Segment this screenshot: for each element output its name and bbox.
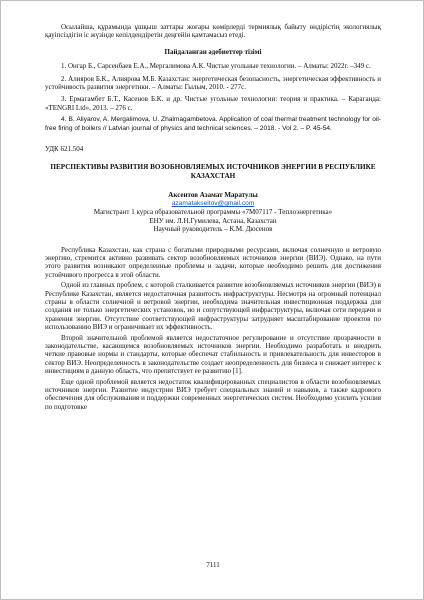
author-affiliation: Магистрант 1 курса образовательной программы «7М07117 - Теплоэнергетика» bbox=[93, 208, 333, 217]
udk-code: УДК 621.504 bbox=[45, 145, 84, 154]
author-name: Аксентов Азамат Маратулы bbox=[168, 191, 258, 200]
content-area bbox=[45, 23, 381, 413]
page-number: 7111 bbox=[206, 561, 220, 569]
article-title: ПЕРСПЕКТИВЫ РАЗВИТИЯ ВОЗОБНОВЛЯЕМЫХ ИСТОЧНИКОВ ЭНЕРГИИ В РЕСПУБЛИКЕ КАЗАХСТАН bbox=[50, 163, 376, 181]
intro-paragraph: Осылайша, құрамында ұшқыш заттары жоғары көмірлерді термиялық байыту өндірістің экологиялық қауіпсіздігін іс жүзінде кепілдендіретін деңгейін қамтамасыз етеді. bbox=[45, 23, 381, 40]
reference-item: 3. Ермагамбет Б.Т., Касенов Б.К. и др. Чистые угольные технологии: теория и практика. – Караганда: «TENGRI Ltd», 2013. – 276 с. bbox=[45, 95, 381, 112]
author-university: ЕНУ им. Л.Н.Гумилева, Астана, Казахстан bbox=[149, 216, 277, 225]
reference-item: 2. Алияров Б.К., Алиярова М.Б. Казахстан: энергетическая безопасность, энергетическая эффективность и устойчивость развития энергетики. – Алматы: Гылым, 2010. - 277с. bbox=[45, 74, 381, 92]
reference-item: 1. Онгар Б., Сарсенбаев Е.А., Мергалимова А.К. Чистые угольные технологии. – Алматы: 2022г. –349 с. bbox=[61, 62, 371, 71]
body-paragraph: Еще одной проблемой является недостаток квалифицированных специалистов в области возобновляемых источников энергии. Развитие индустрии ВИЭ требует специальных знаний и навыков, а также кадрового обеспечения для обслуживания и поддержки современных энергетических систем. Необходимо усилить усилия по подготовке bbox=[45, 377, 381, 411]
references-title: Пайдаланған әдебиеттер тізімі bbox=[164, 47, 262, 56]
article-body bbox=[45, 246, 381, 412]
author-email-link[interactable]: azamatakseitov@gmail.com bbox=[171, 199, 255, 207]
supervisor: Научный руководитель – К.М. Дюсенов bbox=[153, 225, 273, 234]
body-paragraph: Одной из главных проблем, с которой сталкивается развитие возобновляемых источников энергии (ВИЭ) в Республике Казахстан, является недостаточная развитость инфраструктуры. Несмотря на огромный потенциал страны в области солнечной и ветровой энергии, необходима значительная инвестиционная поддержка для создания не только энергетических установок, но и сопутствующей инфраструктуры, включая сети передачи и хранения энергии. Отсутствие соответствующей инфраструктуры затрудняет масштабирование проектов по использованию ВИЭ и ограничивает их эффективность. bbox=[45, 281, 381, 332]
reference-item: 4. B. Aliyarov, A. Mergalimova, U. Zhalmagambetova. Application of coal thermal treatment technology for oil-free firing of boilers // Latvian journal of physics and technical sciences. – 2018. - Vol 2. – P. 45-54. bbox=[45, 116, 381, 132]
body-paragraph: Республика Казахстан, как страна с богатыми природными ресурсами, включая солнечную и ветровую энергию, стремится активно развивать сектор возобновляемых источников энергии (ВИЭ). Однако, на пути этого развития возникают определенные проблемы и задачи, которые необходимо решить для достижения устойчивого прогресса в этой области. bbox=[45, 245, 381, 279]
body-paragraph: Второй значительной проблемой является недостаточное регулирование и отсутствие прозрачности в законодательстве, касающемся возобновляемых источников энергии. Необходимо разработать и внедрить четкие правовые нормы и стандарты, которые обеспечат стабильность и привлекательность для инвесторов в сектор ВИЭ. Неопределенность в законодательстве создает неопределенность для бизнеса и снижает интерес к инвестициям в данную область, что препятствует ее развитию [1]. bbox=[45, 333, 381, 376]
